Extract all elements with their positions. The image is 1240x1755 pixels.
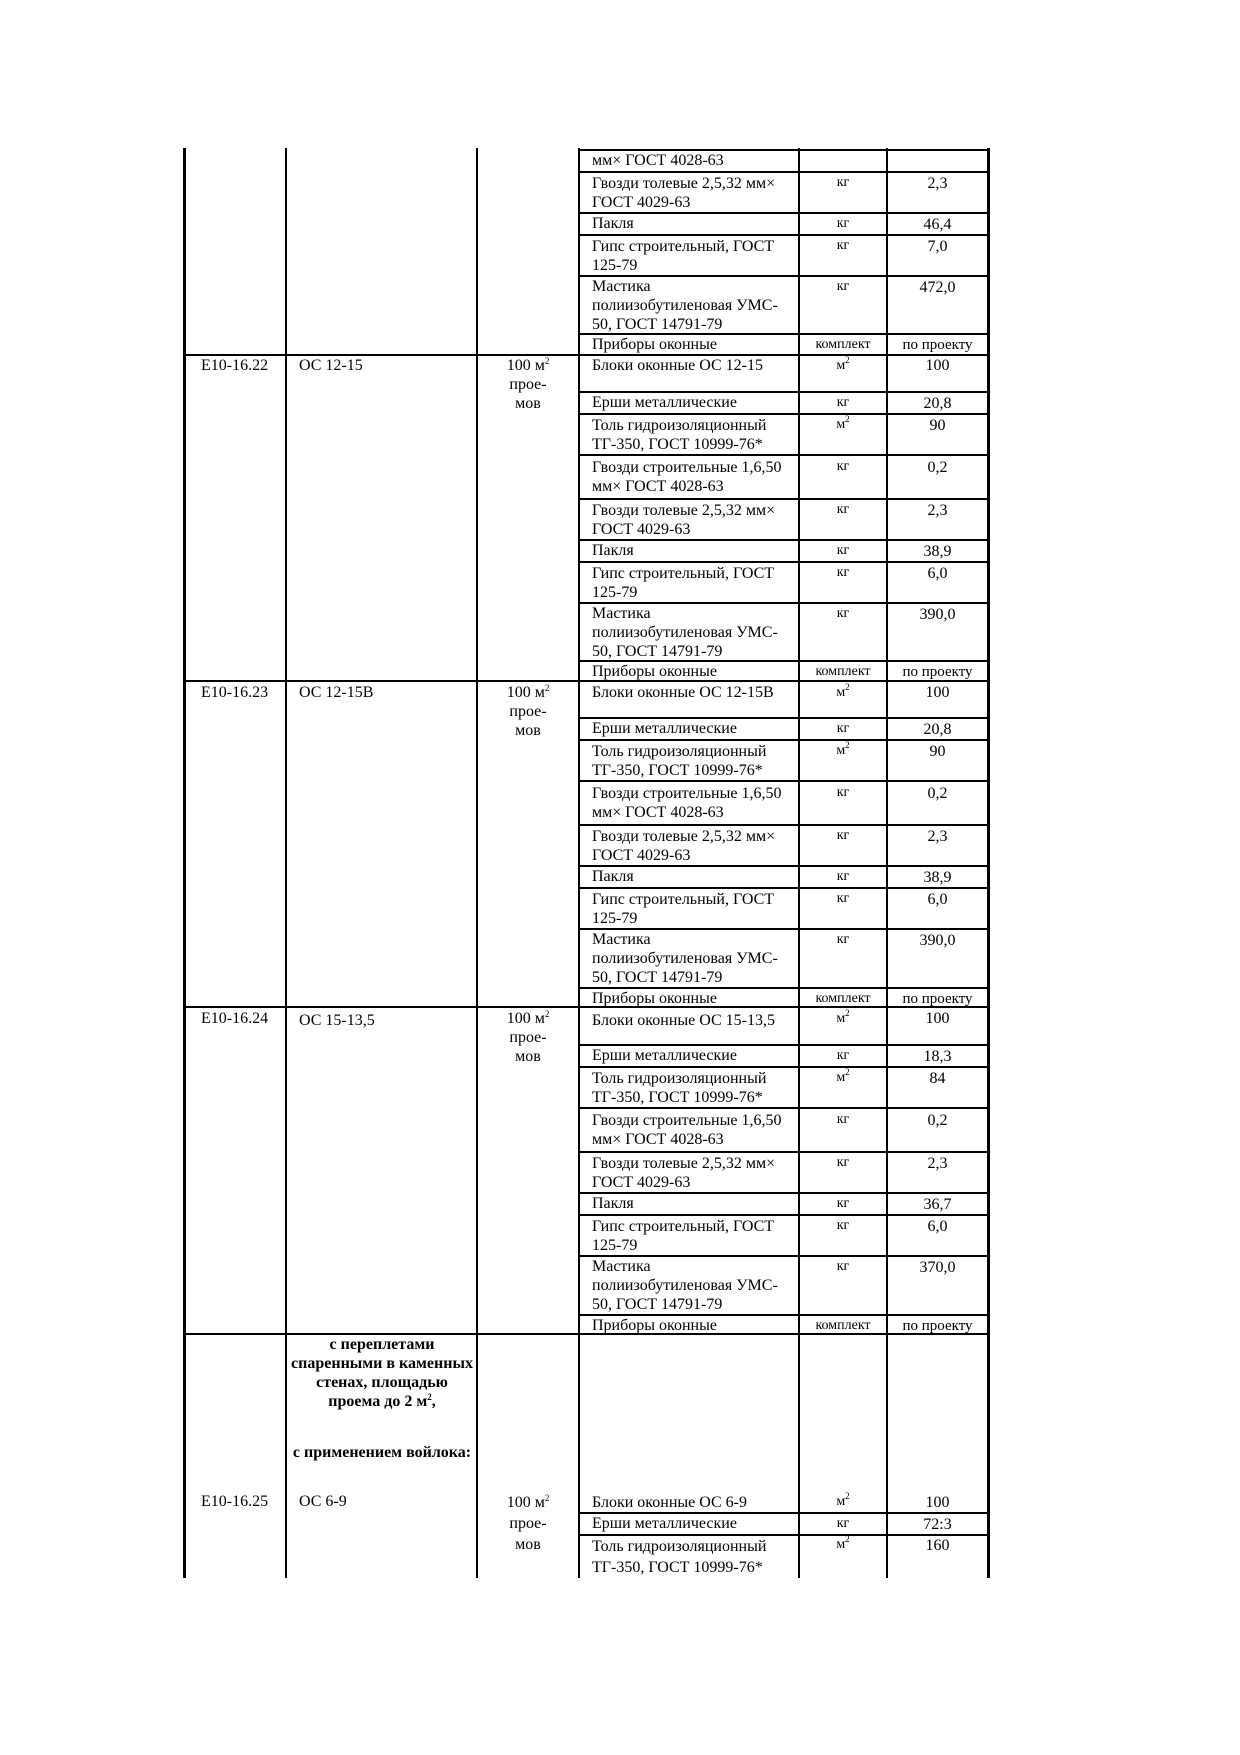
resource-qty: 472,0 (919, 279, 956, 296)
resource-qty: 2,3 (927, 175, 948, 192)
resource-unit: кг (836, 1048, 850, 1063)
resource-qty: 160 (925, 1537, 950, 1554)
resource-name: Блоки оконные ОС 12-15 (592, 357, 763, 374)
col-divider-code (285, 148, 287, 1578)
row-border (578, 454, 990, 456)
resource-unit: $м^2$ (836, 1008, 850, 1026)
resource-unit: кг (836, 932, 850, 947)
resource-qty: 0,2 (927, 459, 948, 476)
row-border (578, 212, 990, 214)
resource-name: Приборы оконные (592, 663, 717, 680)
resource-unit: комплект (815, 1318, 871, 1333)
resource-name: Гвозди толевые 2,5,32 мм× ГОСТ 4029-63 (592, 175, 776, 211)
resource-name: Блоки оконные ОС 6-9 (592, 1494, 747, 1511)
resource-qty: 390,0 (919, 606, 956, 623)
resource-qty: 0,2 (927, 785, 948, 802)
resource-qty: 36,7 (923, 1196, 952, 1213)
norm-title: ОС 6-9 (299, 1493, 347, 1510)
resource-qty: 6,0 (927, 565, 948, 582)
resource-name: Мастика полиизобутиленовая УМС- 50, ГОСТ 14791-79 (592, 1258, 778, 1313)
row-border (578, 1151, 990, 1153)
resource-unit: кг (836, 721, 850, 736)
resource-unit: $м^2$ (836, 1534, 850, 1552)
resource-unit: $м^2$ (836, 1491, 850, 1509)
group-subheading: с переплетами спаренными в каменных стенах, площадью проема до 2 $м^2$, (291, 1336, 473, 1410)
resource-unit: кг (836, 216, 850, 231)
resource-unit: кг (836, 395, 850, 410)
resource-unit: кг (836, 459, 850, 474)
resource-qty: 90 (929, 417, 946, 434)
resource-qty: 38,9 (923, 543, 952, 560)
norm-title: ОС 15-13,5 (299, 1012, 375, 1029)
resource-name: Гвозди строительные 1,6,50 мм× ГОСТ 4028-63 (592, 1112, 782, 1148)
resource-name: Гвозди строительные 1,6,50 мм× ГОСТ 4028-63 (592, 459, 782, 495)
resource-qty: 72:3 (923, 1516, 952, 1533)
resource-qty: по проекту (902, 1318, 973, 1334)
resource-name: Гвозди толевые 2,5,32 мм× ГОСТ 4029-63 (592, 502, 776, 538)
resource-unit: кг (836, 565, 850, 580)
norm-code: Е10-16.24 (201, 1010, 269, 1027)
resource-unit: кг (836, 1196, 850, 1211)
row-border (578, 824, 990, 826)
col-divider-meter (578, 148, 580, 1578)
resource-qty: 20,8 (923, 721, 952, 738)
resource-name: Гипс строительный, ГОСТ 125-79 (592, 238, 775, 274)
resource-name: Гвозди толевые 2,5,32 мм× ГОСТ 4029-63 (592, 1155, 776, 1191)
row-border (578, 780, 990, 782)
resource-unit: кг (836, 175, 850, 190)
resource-qty: 90 (929, 743, 946, 760)
row-border (578, 865, 990, 867)
resource-name: Ерши металлические (592, 720, 737, 737)
resource-qty: 0,2 (927, 1112, 948, 1129)
resource-unit: $м^2$ (836, 414, 850, 432)
row-border (578, 1192, 990, 1194)
resource-name: Толь гидроизоляционный ТГ-350, ГОСТ 10999-76* (592, 1070, 767, 1106)
resource-unit: кг (836, 869, 850, 884)
resource-name: Мастика полиизобутиленовая УМС- 50, ГОСТ 14791-79 (592, 931, 778, 986)
resource-qty: 18,3 (923, 1048, 952, 1065)
resource-qty: 46,4 (923, 216, 952, 233)
resource-unit: кг (836, 1516, 850, 1531)
resource-name: Блоки оконные ОС 15-13,5 (592, 1012, 775, 1029)
row-border (578, 1214, 990, 1216)
resource-name: Толь гидроизоляционный ТГ-350, ГОСТ 10999-76* (592, 1538, 767, 1576)
resource-unit: комплект (815, 337, 871, 352)
group-subheading-note: с применением войлока: (292, 1444, 472, 1461)
row-border (578, 171, 990, 173)
resource-name: Пакля (592, 1195, 634, 1212)
resource-name: Гвозди строительные 1,6,50 мм× ГОСТ 4028-63 (592, 785, 782, 821)
resource-name: Мастика полиизобутиленовая УМС- 50, ГОСТ 14791-79 (592, 605, 778, 660)
resource-qty: 100 (925, 1494, 950, 1511)
resource-unit: кг (836, 1259, 850, 1274)
resource-qty: 2,3 (927, 828, 948, 845)
resource-qty: 100 (925, 357, 950, 374)
resource-unit: кг (836, 891, 850, 906)
resource-name: Ерши металлические (592, 394, 737, 411)
resource-name: Гипс строительный, ГОСТ 125-79 (592, 891, 775, 927)
resource-name: Гипс строительный, ГОСТ 125-79 (592, 565, 775, 601)
resource-unit: кг (836, 543, 850, 558)
norm-meter: 100 $м^2$ прое- мов (506, 356, 550, 412)
resource-qty: 100 (925, 1010, 950, 1027)
resource-unit: $м^2$ (836, 1067, 850, 1085)
norm-title: ОС 12-15 (299, 357, 363, 374)
resource-qty: по проекту (902, 664, 973, 680)
row-border (578, 1066, 990, 1068)
resource-name: Мастика полиизобутиленовая УМС- 50, ГОСТ 14791-79 (592, 278, 778, 333)
resource-qty: по проекту (902, 337, 973, 353)
resource-unit: кг (836, 238, 850, 253)
resource-name: Толь гидроизоляционный ТГ-350, ГОСТ 10999-76* (592, 417, 767, 453)
resource-name: Гвозди толевые 2,5,32 мм× ГОСТ 4029-63 (592, 828, 776, 864)
resource-name: Ерши металлические (592, 1047, 737, 1064)
norm-title: ОС 12-15В (299, 684, 374, 701)
resource-name: Гипс строительный, ГОСТ 125-79 (592, 1218, 775, 1254)
resource-unit: кг (836, 279, 850, 294)
norm-meter: 100 $м^2$ прое- мов (506, 1009, 550, 1065)
resource-qty: 390,0 (919, 932, 956, 949)
norm-meter: 100 $м^2$ прое- мов (506, 1493, 550, 1553)
row-border (578, 539, 990, 541)
resource-qty: 20,8 (923, 395, 952, 412)
row-border (578, 561, 990, 563)
resource-qty: 38,9 (923, 869, 952, 886)
section-border (183, 680, 990, 682)
resource-name: Блоки оконные ОС 12-15В (592, 684, 774, 701)
resource-qty: 370,0 (919, 1259, 956, 1276)
resource-unit: кг (836, 785, 850, 800)
resource-unit: кг (836, 828, 850, 843)
resource-name: мм× ГОСТ 4028-63 (592, 152, 724, 169)
table-right-border (987, 148, 990, 1578)
norm-meter: 100 $м^2$ прое- мов (506, 683, 550, 739)
row-border (578, 498, 990, 500)
resource-name: Приборы оконные (592, 990, 717, 1007)
resource-qty: по проекту (902, 991, 973, 1007)
row-border (578, 234, 990, 236)
resource-qty: 7,0 (927, 238, 948, 255)
resource-unit: комплект (815, 991, 871, 1006)
resource-name: Пакля (592, 542, 634, 559)
resource-qty: 6,0 (927, 1218, 948, 1235)
resource-name: Ерши металлические (592, 1515, 737, 1532)
resource-unit: комплект (815, 664, 871, 679)
resource-qty: 2,3 (927, 1155, 948, 1172)
resource-unit: $м^2$ (836, 682, 850, 700)
resource-name: Пакля (592, 215, 634, 232)
resource-unit: кг (836, 606, 850, 621)
resource-unit: кг (836, 1155, 850, 1170)
resource-unit: $м^2$ (836, 740, 850, 758)
resource-unit: $м^2$ (836, 355, 850, 373)
row-border (578, 413, 990, 415)
resource-qty: 100 (925, 684, 950, 701)
resource-qty: 6,0 (927, 891, 948, 908)
resource-name: Толь гидроизоляционный ТГ-350, ГОСТ 10999-76* (592, 743, 767, 779)
row-border (578, 739, 990, 741)
norm-code: Е10-16.25 (201, 1493, 269, 1510)
resource-qty: 2,3 (927, 502, 948, 519)
row-border (578, 887, 990, 889)
norm-code: Е10-16.22 (201, 357, 269, 374)
resource-unit: кг (836, 1218, 850, 1233)
row-border (578, 1107, 990, 1109)
resource-unit: кг (836, 502, 850, 517)
table-left-border (183, 148, 186, 1578)
resource-name: Приборы оконные (592, 336, 717, 353)
resource-qty: 84 (929, 1070, 946, 1087)
resource-name: Пакля (592, 868, 634, 885)
resource-unit: кг (836, 1112, 850, 1127)
norm-code: Е10-16.23 (201, 684, 269, 701)
col-divider-title (476, 148, 478, 1578)
resource-name: Приборы оконные (592, 1317, 717, 1334)
